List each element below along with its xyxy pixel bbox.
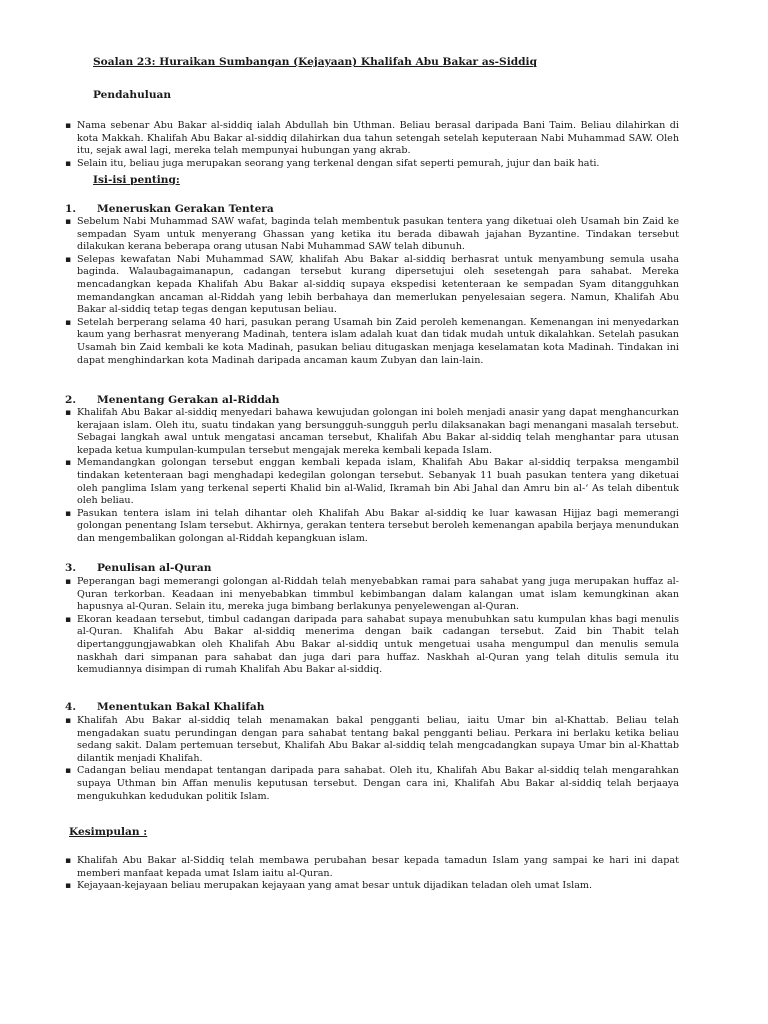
section-number: 3. — [65, 562, 77, 574]
section-list — [64, 576, 679, 677]
section-bullet: ▪ Setelah berperang selama 40 hari, pasukan perang Usamah bin Zaid peroleh kemenangan. Kemenangan ini menyedarkan kaum yang berhasrat menyerang Madinah, tentera islam adalah kuat dan tidak mudah untuk dikalahkan. Setelah pasukan Usamah bin Zaid kembali ke kota Madinah, pasukan beliau ditugaskan menjaga keselamatan kota Madinah. Tindakan ini dapat menghindarkan kota Madinah daripada ancaman kaum Zubyan dan lain-lain. — [64, 317, 679, 367]
section-bullet: ▪ Cadangan beliau mendapat tentangan daripada para sahabat. Oleh itu, Khalifah Abu Bakar al-siddiq telah mengarahkan supaya Uthman bin Affan menulis keputusan tersebut. Dengan cara ini, Khalifah Abu Bakar al-siddiq telah berjaaya mengukuhkan kedudukan politik Islam. — [64, 765, 679, 803]
section-title: Meneruskan Gerakan Tentera — [97, 203, 274, 215]
section-list — [64, 216, 679, 367]
section-number: 2. — [65, 394, 77, 406]
section-title: Menentang Gerakan al-Riddah — [97, 394, 280, 406]
section-bullet: ▪ Ekoran keadaan tersebut, timbul cadangan daripada para sahabat supaya menubuhkan satu kumpulan khas bagi menulis al-Quran. Khalifah Abu Bakar al-siddiq menerima dengan baik cadangan tersebut. Zaid bin Thabit telah dipertanggungjawabkan oleh Khalifah Abu Bakar al-siddiq untuk mengetuai usaha mengumpul dan menulis semula naskhah dari simpanan para sahabat dan juga dari para huffaz. Naskhah al-Quran yang telah ditulis semula itu kemudiannya disimpan di rumah Khalifah Abu Bakar al-siddiq. — [64, 614, 679, 677]
section-bullet: ▪ Selepas kewafatan Nabi Muhammad SAW, khalifah Abu Bakar al-siddiq berhasrat untuk menyambung semula usaha baginda. Walaubagaimanapun, cadangan tersebut kurang dipersetujui oleh sesetengah para sahabat. Mereka mencadangkan kepada Khalifah Abu Bakar al-siddiq supaya ekspedisi ketenteraan ke sempadan Syam ditangguhkan memandangkan ancaman al-Riddah yang lebih berbahaya dan memerlukan penyelesaian segera. Namun, Khalifah Abu Bakar al-siddiq tetap tegas dengan keputusan beliau. — [64, 254, 679, 317]
section-bullet: ▪ Memandangkan golongan tersebut enggan kembali kepada islam, Khalifah Abu Bakar al-siddiq terpaksa mengambil tindakan ketenteraan bagi menghadapi kedegilan golongan tersebut. Sebanyak 11 buah pasukan tentera yang diketuai oleh panglima Islam yang terkenal seperti Khalid bin al-Walid, Ikramah bin Abi Jahal dan Amru bin al-‘ As telah dibentuk oleh beliau. — [64, 457, 679, 507]
document-title: Soalan 23: Huraikan Sumbangan (Kejayaan) Khalifah Abu Bakar as-Siddiq — [93, 56, 537, 68]
section-heading — [65, 394, 280, 407]
section-title: Menentukan Bakal Khalifah — [97, 701, 265, 713]
intro-bullet: ▪ Nama sebenar Abu Bakar al-siddiq ialah Abdullah bin Uthman. Beliau berasal daripada Bani Taim. Beliau dilahirkan di kota Makkah. Khalifah Abu Bakar al-siddiq dilahirkan dua tahun setengah setelah keputeraan Nabi Muhammad SAW. Oleh itu, sejak awal lagi, mereka telah mempunyai hubungan yang akrab. — [64, 120, 679, 158]
intro-list — [64, 120, 679, 170]
section-bullet: ▪ Sebelum Nabi Muhammad SAW wafat, baginda telah membentuk pasukan tentera yang diketuai oleh Usamah bin Zaid ke sempadan Syam untuk menyerang Ghassan yang ketika itu berada dibawah jajahan Byzantine. Tindakan tersebut dilakukan kerana beberapa orang utusan Nabi Muhammad SAW telah dibunuh. — [64, 216, 679, 254]
section-bullet: ▪ Khalifah Abu Bakar al-siddiq telah menamakan bakal pengganti beliau, iaitu Umar bin al-Khattab. Beliau telah mengadakan suatu perundingan dengan para sahabat tentang bakal pengganti beliau. Perkara ini berlaku ketika beliau sedang sakit. Dalam pertemuan tersebut, Khalifah Abu Bakar al-siddiq telah mengcadangkan supaya Umar bin al-Khattab dilantik menjadi Khalifah. — [64, 715, 679, 765]
section-number: 1. — [65, 203, 77, 215]
section-title: Penulisan al-Quran — [97, 562, 212, 574]
conclusion-bullet: ▪ Kejayaan-kejayaan beliau merupakan kejayaan yang amat besar untuk dijadikan teladan oleh umat Islam. — [64, 880, 679, 893]
conclusion-list — [64, 855, 679, 893]
conclusion-heading: Kesimpulan : — [69, 826, 148, 838]
section-bullet: ▪ Peperangan bagi memerangi golongan al-Riddah telah menyebabkan ramai para sahabat yang juga merupakan huffaz al-Quran terkorban. Keadaan ini menyebabkan timmbul kebimbangan dalam kalangan umat islam kemungkinan akan hapusnya al-Quran. Selain itu, mereka juga bimbang berlakunya penyelewengan al-Quran. — [64, 576, 679, 614]
conclusion-bullet: ▪ Khalifah Abu Bakar al-Siddiq telah membawa perubahan besar kepada tamadun Islam yang sampai ke hari ini dapat memberi manfaat kepada umat Islam iaitu al-Quran. — [64, 855, 679, 880]
section-heading — [65, 562, 211, 575]
section-heading — [65, 701, 264, 714]
section-list — [64, 407, 679, 546]
section-bullet: ▪ Khalifah Abu Bakar al-siddiq menyedari bahawa kewujudan golongan ini boleh menjadi anasir yang dapat menghancurkan kerajaan islam. Oleh itu, suatu tindakan yang bersungguh-sungguh perlu dilaksanakan bagi menangani masalah tersebut. Sebagai langkah awal untuk mengatasi ancaman tersebut, Khalifah Abu Bakar al-siddiq telah menghantar para utusan kepada ketua kumpulan-kumpulan tersebut mengajak mereka kembali kepada Islam. — [64, 407, 679, 457]
section-list — [64, 715, 679, 803]
section-number: 4. — [65, 701, 77, 713]
isi-heading: Isi-isi penting: — [93, 174, 180, 186]
intro-bullet: ▪ Selain itu, beliau juga merupakan seorang yang terkenal dengan sifat seperti pemurah, jujur dan baik hati. — [64, 158, 679, 171]
intro-heading: Pendahuluan — [93, 89, 172, 101]
section-bullet: ▪ Pasukan tentera islam ini telah dihantar oleh Khalifah Abu Bakar al-siddiq ke luar kawasan Hijjaz bagi memerangi golongan penentang Islam tersebut. Akhirnya, gerakan tentera tersebut beroleh kemenangan apabila berjaya menundukan dan mengembalikan golongan al-Riddah kepangkuan islam. — [64, 508, 679, 546]
section-heading — [65, 203, 274, 216]
